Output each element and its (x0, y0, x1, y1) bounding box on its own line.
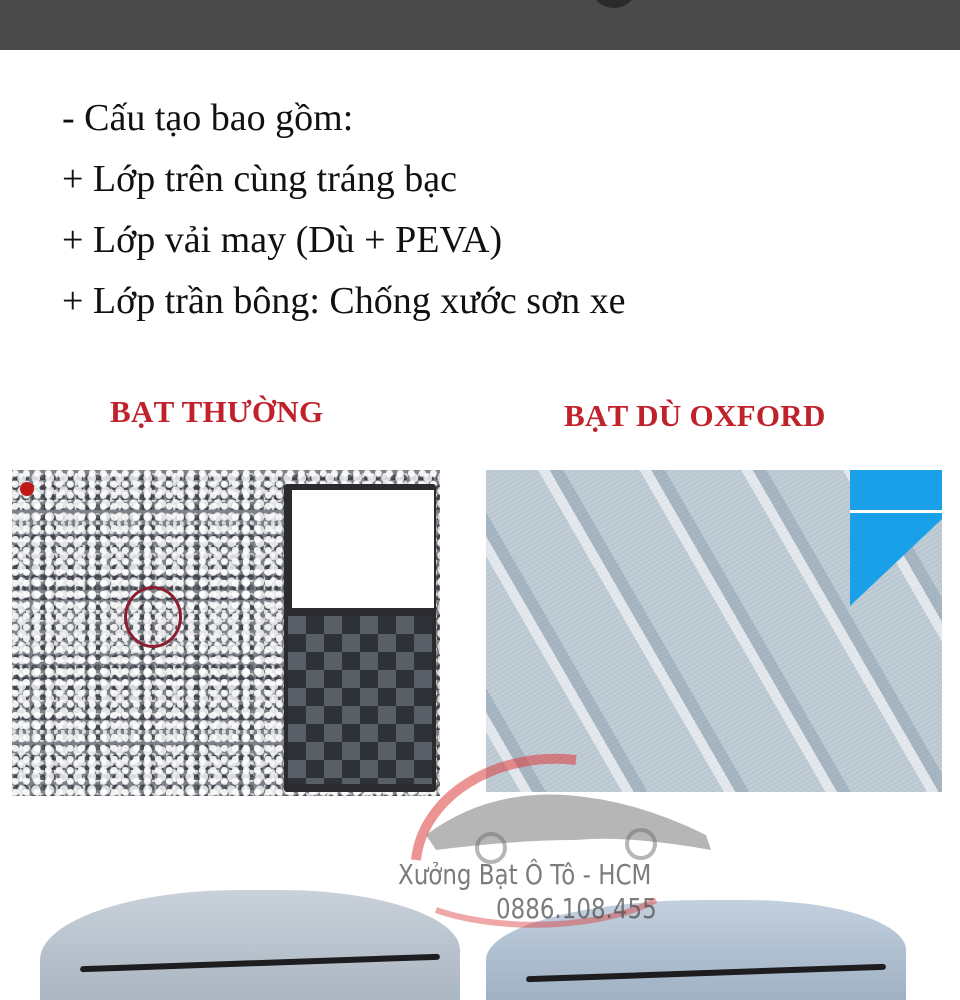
regular-cover-car-photo (40, 890, 460, 1000)
watermark-shop-name: Xưởng Bạt Ô Tô - HCM (398, 858, 652, 891)
blue-corner-accent (850, 470, 942, 606)
header-bar (0, 0, 960, 50)
description-line: + Lớp trên cùng tráng bạc (62, 158, 457, 200)
watermark-car-silhouette (426, 795, 711, 851)
structure-description (62, 92, 626, 336)
fabric-weave-closeup (288, 616, 432, 784)
description-line: + Lớp vải may (Dù + PEVA) (62, 219, 503, 261)
oxford-fabric-photo (486, 470, 942, 792)
watermark-phone: 0886.108.455 (496, 892, 657, 925)
blue-corner-stripe (850, 510, 942, 513)
watermark-wheel (627, 830, 655, 858)
regular-cover-label: BẠT THƯỜNG (110, 394, 324, 429)
oxford-cover-label: BẠT DÙ OXFORD (564, 398, 826, 433)
fabric-inset-blank (292, 490, 434, 608)
highlight-circle (124, 586, 182, 648)
description-line: + Lớp trần bông: Chống xước sơn xe (62, 280, 626, 322)
cover-strap (80, 954, 440, 973)
header-cutoff-glyph (592, 0, 636, 8)
regular-fabric-photo (12, 470, 440, 796)
cover-strap (526, 964, 886, 983)
description-line: - Cấu tạo bao gồm: (62, 97, 354, 139)
red-dot-marker (20, 482, 34, 496)
